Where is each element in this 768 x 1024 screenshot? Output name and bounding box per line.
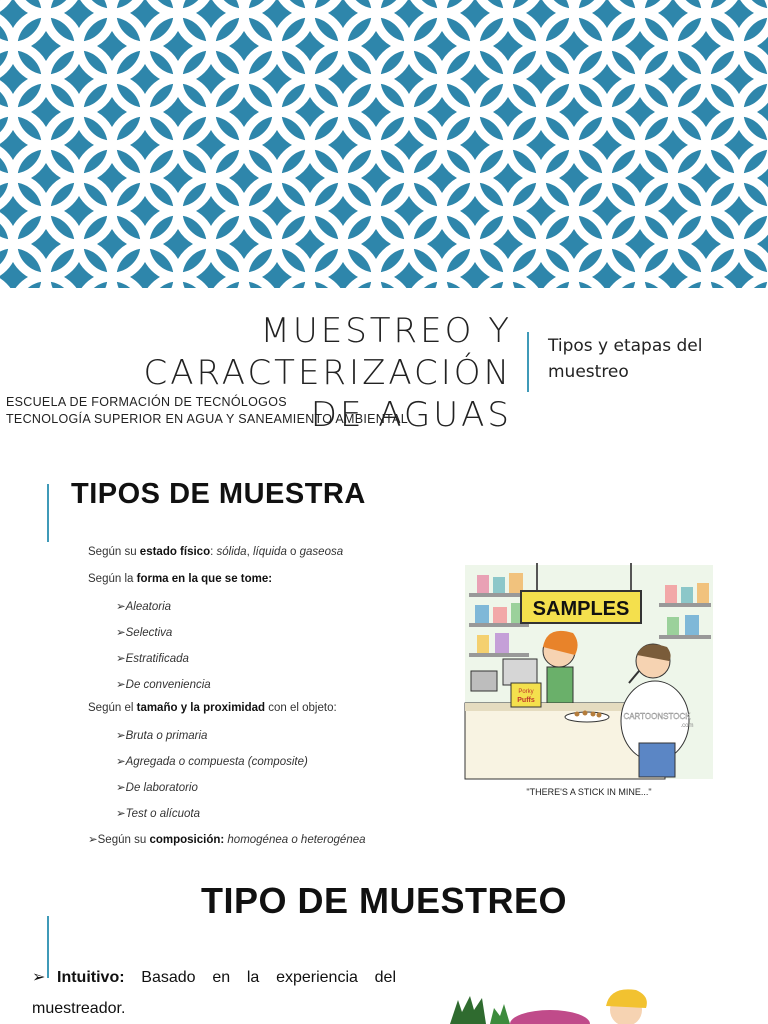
- cartoon-caption: "THERE'S A STICK IN MINE...": [526, 787, 652, 797]
- school-line-1: ESCUELA DE FORMACIÓN DE TECNÓLOGOS: [6, 395, 287, 409]
- cartoon-watermark-sub: .com: [680, 723, 694, 729]
- heading-accent-bar: [47, 484, 49, 542]
- title-line-2: DE AGUAS: [310, 395, 512, 435]
- tipos-de-muestra-heading: TIPOS DE MUESTRA: [71, 478, 366, 510]
- school-line-2: TECNOLOGÍA SUPERIOR EN AGUA Y SANEAMIENTO AMBIENTAL: [6, 412, 408, 426]
- sub-bullet-test: ➢Test o alícuota: [116, 808, 201, 820]
- bullet-estado-fisico: Según su estado físico: sólida, líquida o gaseosa: [88, 546, 344, 558]
- title-line-1: MUESTREO Y CARACTERIZACIÓN: [143, 311, 512, 393]
- bullet-intuitivo: ➢ Intuitivo: Basado en la experiencia del muestreador.: [32, 962, 396, 1024]
- sub-bullet-conveniencia: ➢De conveniencia: [116, 679, 211, 691]
- sub-bullet-selectiva: ➢Selectiva: [116, 627, 173, 639]
- bullet-forma: Según la forma en la que se tome:: [88, 573, 273, 585]
- bullet-tamano: Según el tamaño y la proximidad con el objeto:: [88, 702, 337, 714]
- title-divider: [527, 332, 529, 392]
- presentation-subtitle: [548, 333, 758, 385]
- decorative-circle-pattern: [0, 0, 768, 288]
- sub-bullet-aleatoria: ➢Aleatoria: [116, 601, 172, 613]
- sub-bullet-agregada: ➢Agregada o compuesta (composite): [116, 756, 308, 768]
- bullet-composicion: ➢Según su composición: homogénea o heterogénea: [88, 834, 366, 846]
- cartoon-sign-text: SAMPLES: [532, 598, 630, 620]
- sub-bullet-estratificada: ➢Estratificada: [116, 653, 189, 665]
- box-label-2: Puffs: [517, 697, 535, 704]
- worker-illustration: [430, 984, 670, 1024]
- bullet-arrow: ➢: [32, 969, 46, 986]
- sub-bullet-laboratorio: ➢De laboratorio: [116, 782, 198, 794]
- subtitle-line-1: Tipos y etapas del: [548, 336, 703, 356]
- school-info: [6, 394, 408, 428]
- subtitle-line-2: muestreo: [548, 362, 629, 382]
- samples-cartoon-image: [463, 563, 715, 803]
- cartoon-watermark: CARTOONSTOCK: [623, 712, 691, 721]
- sub-bullet-bruta: ➢Bruta o primaria: [116, 730, 208, 742]
- tipo-de-muestreo-heading: TIPO DE MUESTREO: [200, 880, 568, 921]
- box-label-1: Porky: [518, 689, 534, 695]
